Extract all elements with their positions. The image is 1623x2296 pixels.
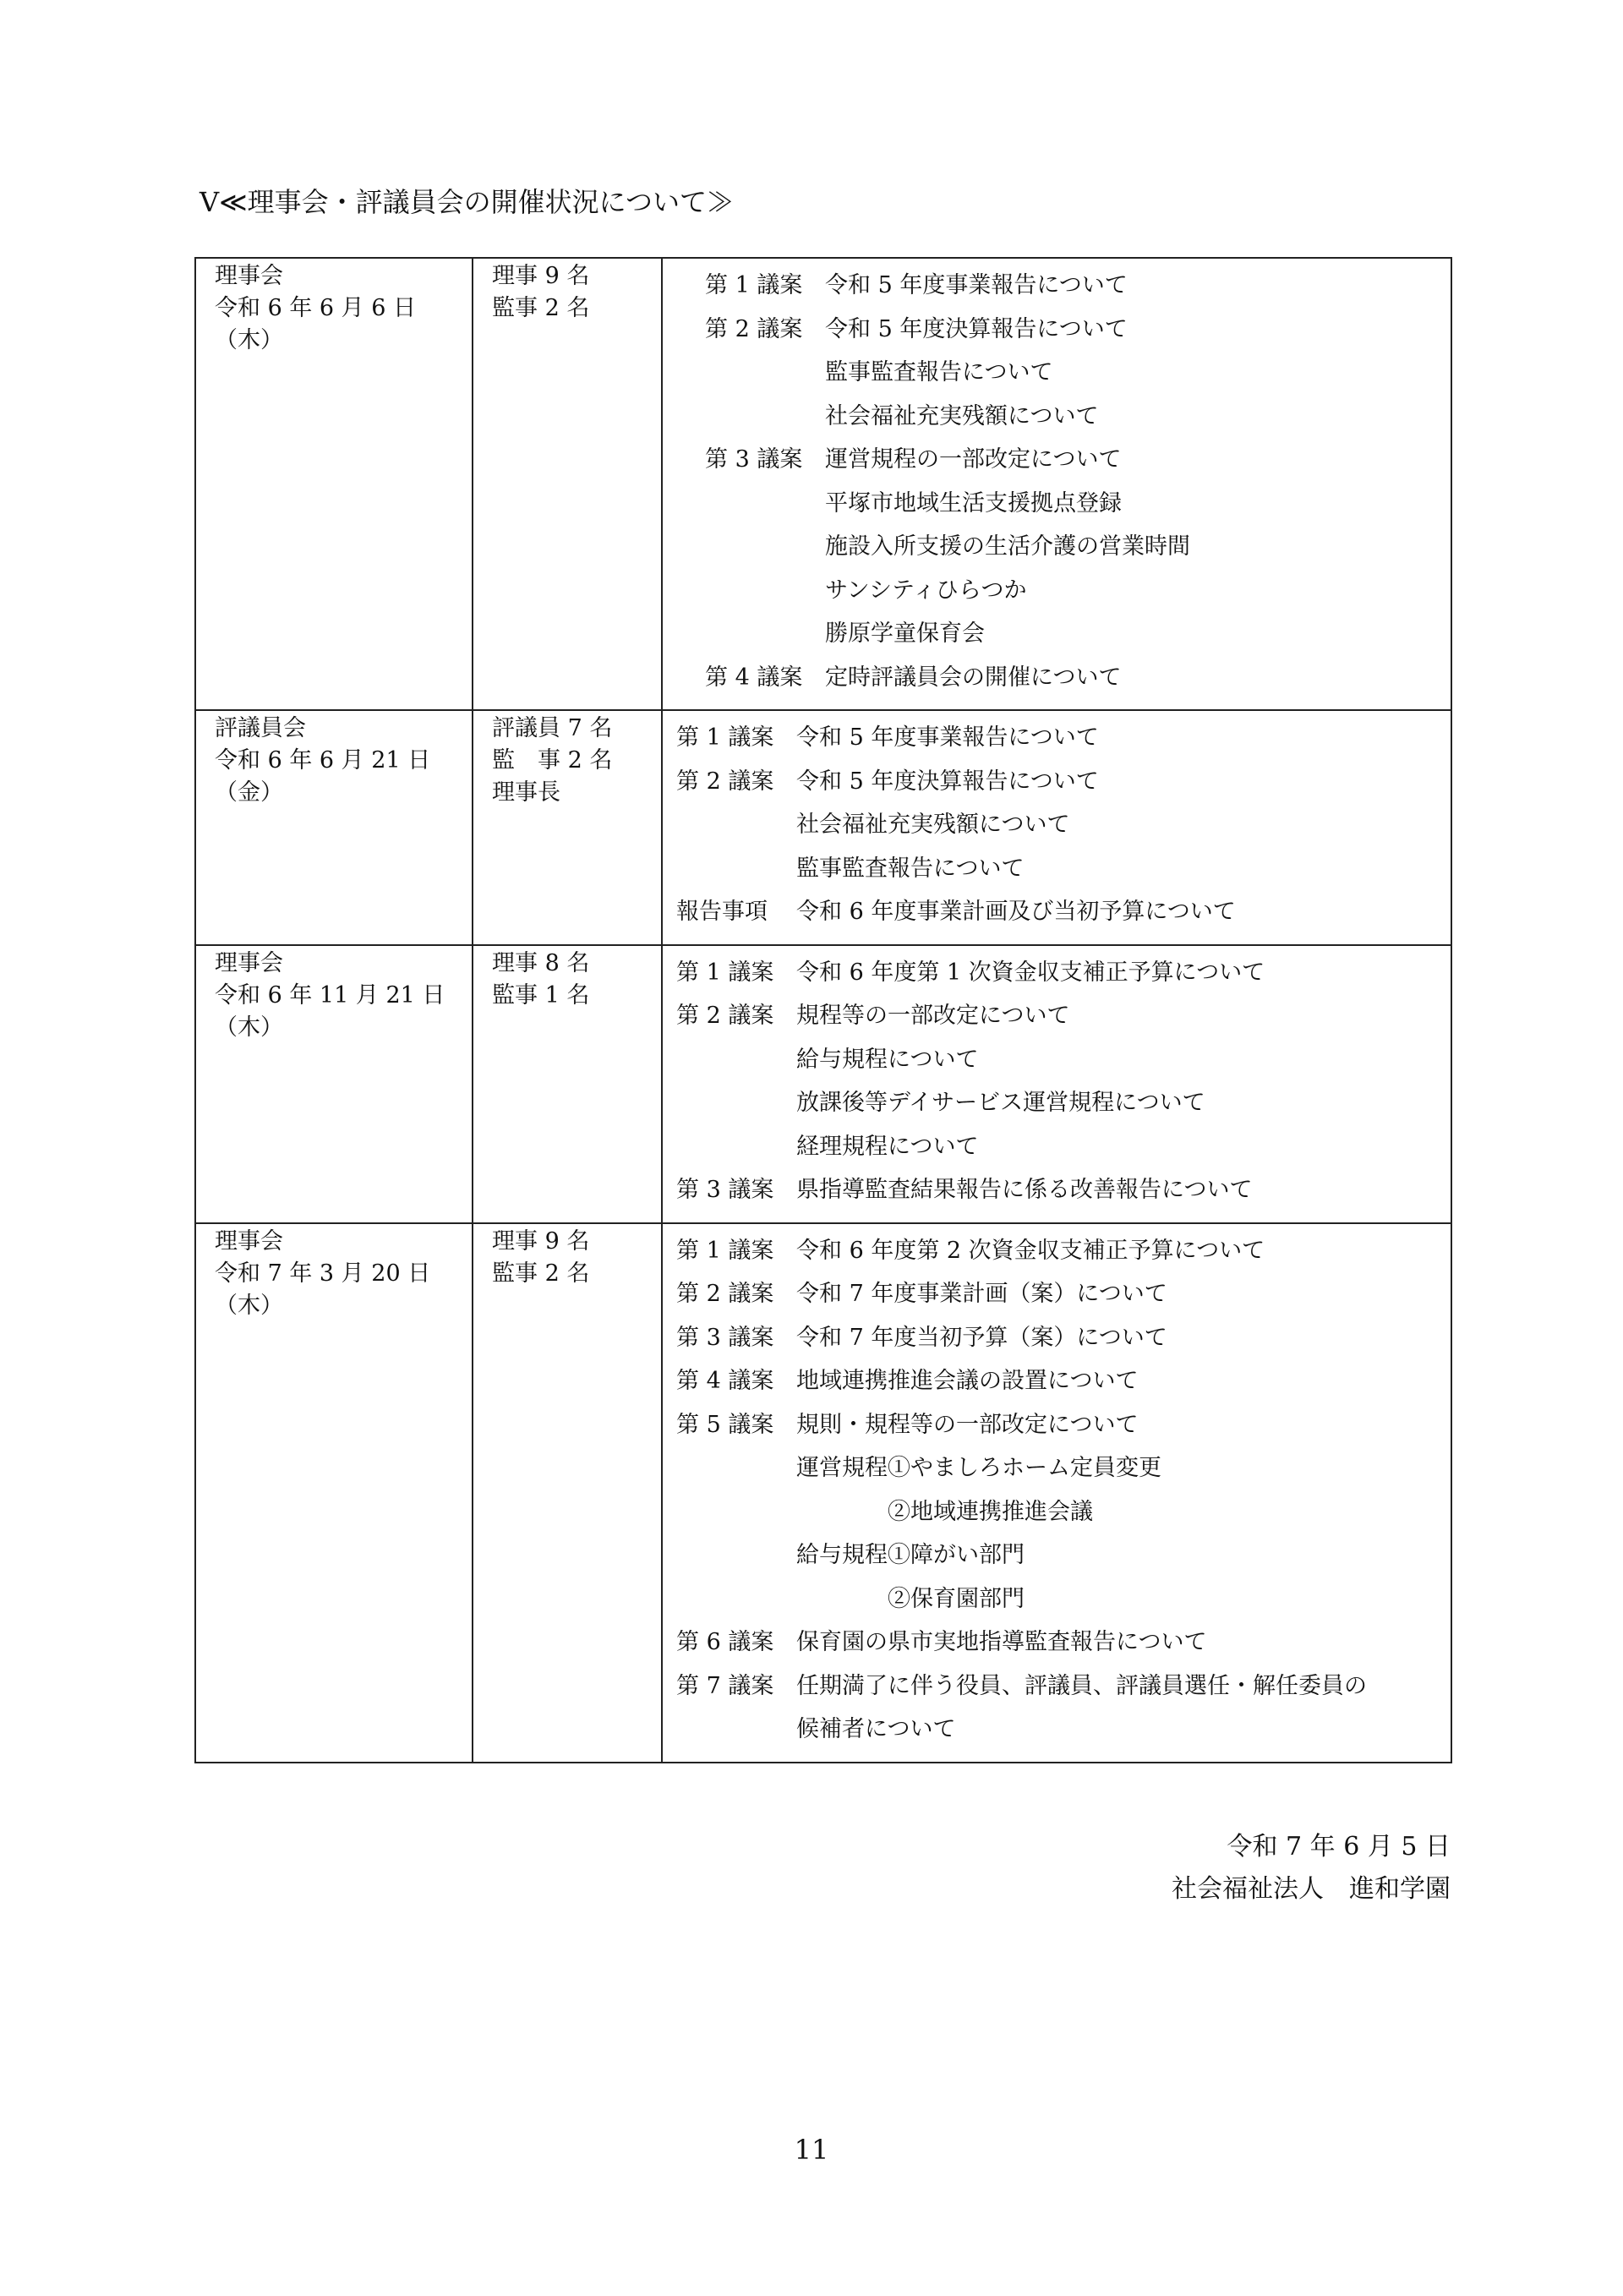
agenda-label — [676, 1490, 796, 1534]
agenda-label: 第 4 議案 — [705, 664, 803, 691]
meeting-attendees-cell — [473, 1223, 662, 1763]
agenda-item — [676, 1533, 1451, 1577]
meeting-date-cell — [195, 1223, 473, 1763]
meeting-weekday: （木） — [215, 327, 283, 353]
attendee: 評議員 7 名 — [492, 715, 613, 741]
agenda-text: 監事監査報告について — [796, 855, 1025, 882]
agenda-label: 第 1 議案 — [676, 1237, 774, 1264]
agenda-item — [676, 847, 1451, 891]
agenda-text: 施設入所支援の生活介護の営業時間 — [825, 533, 1190, 560]
agenda-item — [705, 656, 1451, 700]
agenda-item — [676, 1229, 1451, 1273]
agenda-item — [676, 1168, 1451, 1212]
meeting-date-cell — [195, 258, 473, 710]
agenda-text: 令和 6 年度第 2 次資金収支補正予算について — [796, 1237, 1265, 1264]
agenda-item — [676, 1272, 1451, 1316]
agenda-text: 令和 6 年度事業計画及び当初予算について — [796, 899, 1236, 925]
agenda-label: 報告事項 — [676, 899, 768, 925]
agenda-item — [676, 1403, 1451, 1447]
agenda-item — [676, 1081, 1451, 1125]
agenda-label — [676, 1125, 796, 1169]
agenda-text: 令和 7 年度当初予算（案）について — [796, 1324, 1167, 1351]
agenda-label: 第 5 議案 — [676, 1411, 774, 1438]
agenda-text: サンシティひらつか — [825, 577, 1027, 604]
agenda-label — [676, 1708, 796, 1752]
meeting-agenda-cell — [662, 710, 1451, 945]
agenda-label: 第 1 議案 — [676, 724, 774, 751]
agenda-item — [705, 525, 1451, 569]
agenda-label: 第 3 議案 — [676, 1324, 774, 1351]
meeting-date: 令和 6 年 6 月 21 日 — [215, 747, 431, 774]
agenda-item — [676, 890, 1451, 934]
agenda-item — [705, 569, 1451, 613]
meeting-type: 理事会 — [215, 949, 283, 976]
agenda-label: 第 3 議案 — [705, 446, 803, 473]
agenda-item — [705, 395, 1451, 439]
agenda-item — [676, 1038, 1451, 1082]
attendee: 監事 2 名 — [492, 1260, 590, 1287]
agenda-text: 令和 6 年度第 1 次資金収支補正予算について — [796, 959, 1265, 986]
attendee: 理事 8 名 — [492, 949, 590, 976]
agenda-text: 運営規程の一部改定について — [825, 446, 1122, 473]
agenda-item — [705, 612, 1451, 656]
meeting-agenda-cell — [662, 258, 1451, 710]
attendee: 理事長 — [492, 779, 560, 806]
agenda-item — [676, 1125, 1451, 1169]
agenda-text: 社会福祉充実残額について — [796, 812, 1070, 838]
agenda-text: 令和 5 年度事業報告について — [825, 272, 1128, 298]
meeting-row — [195, 710, 1451, 945]
meeting-attendees-cell — [473, 710, 662, 945]
agenda-text: 社会福祉充実残額について — [825, 402, 1099, 429]
agenda-text: 任期満了に伴う役員、評議員、評議員選任・解任委員の — [796, 1672, 1367, 1699]
agenda-text: 監事監査報告について — [825, 359, 1053, 385]
attendee: 監事 2 名 — [492, 295, 590, 321]
agenda-item — [676, 1621, 1451, 1665]
agenda-item — [705, 264, 1451, 308]
signature-block — [1172, 1826, 1451, 1911]
agenda-text: 給与規程について — [796, 1046, 979, 1073]
agenda-label — [676, 1081, 796, 1125]
meeting-weekday: （木） — [215, 1014, 283, 1041]
agenda-text: 勝原学童保育会 — [825, 620, 985, 647]
meeting-attendees-cell — [473, 945, 662, 1223]
page-heading: V≪理事会・評議員会の開催状況について≫ — [199, 186, 734, 218]
agenda-label: 第 6 議案 — [676, 1629, 774, 1655]
agenda-label — [705, 482, 825, 526]
agenda-label — [676, 803, 796, 847]
agenda-item — [676, 803, 1451, 847]
meeting-agenda-cell — [662, 1223, 1451, 1763]
agenda-item — [705, 308, 1451, 352]
agenda-label — [705, 612, 825, 656]
agenda-text: 県指導監査結果報告に係る改善報告について — [796, 1177, 1253, 1203]
meeting-date: 令和 6 年 11 月 21 日 — [215, 981, 445, 1009]
agenda-item — [676, 951, 1451, 995]
meetings-table — [194, 257, 1452, 1763]
agenda-text: 令和 5 年度決算報告について — [825, 315, 1128, 342]
attendee: 理事 9 名 — [492, 1227, 590, 1255]
agenda-item — [676, 1490, 1451, 1534]
agenda-text: 放課後等デイサービス運営規程について — [796, 1090, 1205, 1116]
agenda-label — [676, 1446, 796, 1490]
agenda-item — [705, 351, 1451, 395]
agenda-text: 経理規程について — [796, 1133, 979, 1160]
agenda-item — [676, 1665, 1451, 1708]
meeting-date-cell — [195, 945, 473, 1223]
meeting-type: 評議員会 — [215, 715, 306, 741]
agenda-text: 保育園の県市実地指導監査報告について — [796, 1629, 1207, 1655]
agenda-label — [676, 1577, 796, 1621]
agenda-text: 運営規程①やましろホーム定員変更 — [796, 1455, 1161, 1481]
meeting-type: 理事会 — [215, 263, 283, 289]
meeting-row — [195, 945, 1451, 1223]
organization-name: 社会福祉法人 進和学園 — [1172, 1874, 1451, 1904]
agenda-item — [676, 1577, 1451, 1621]
agenda-text: 規則・規程等の一部改定について — [796, 1411, 1139, 1438]
agenda-item — [676, 1359, 1451, 1403]
issue-date: 令和 7 年 6 月 5 日 — [1227, 1832, 1451, 1861]
agenda-label — [705, 569, 825, 613]
agenda-label: 第 7 議案 — [676, 1672, 774, 1699]
meeting-row — [195, 258, 1451, 710]
attendee: 理事 9 名 — [492, 263, 590, 289]
agenda-item — [705, 482, 1451, 526]
agenda-text: 給与規程①障がい部門 — [796, 1542, 1025, 1568]
meeting-date: 令和 7 年 3 月 20 日 — [215, 1260, 431, 1287]
agenda-text: ②保育園部門 — [796, 1585, 1025, 1612]
meeting-date: 令和 6 年 6 月 6 日 — [215, 295, 417, 321]
agenda-label: 第 2 議案 — [676, 1281, 774, 1307]
agenda-text: 平塚市地域生活支援拠点登録 — [825, 489, 1122, 517]
agenda-item — [705, 438, 1451, 482]
agenda-text: 令和 5 年度事業報告について — [796, 724, 1099, 751]
agenda-item — [676, 760, 1451, 804]
agenda-label — [705, 395, 825, 439]
agenda-label — [676, 1533, 796, 1577]
agenda-label: 第 2 議案 — [676, 768, 774, 795]
agenda-label: 第 2 議案 — [705, 315, 803, 342]
meeting-weekday: （木） — [215, 1292, 283, 1319]
agenda-label: 第 1 議案 — [705, 272, 803, 298]
meeting-weekday: （金） — [215, 779, 283, 806]
agenda-label: 第 1 議案 — [676, 959, 774, 986]
agenda-text: 地域連携推進会議の設置について — [796, 1368, 1139, 1394]
agenda-text: 定時評議員会の開催について — [825, 664, 1122, 691]
agenda-item — [676, 1708, 1451, 1752]
meeting-type: 理事会 — [215, 1227, 283, 1255]
meeting-date-cell — [195, 710, 473, 945]
agenda-item — [676, 994, 1451, 1038]
agenda-label: 第 3 議案 — [676, 1177, 774, 1203]
agenda-item — [676, 716, 1451, 760]
attendee: 監 事 2 名 — [492, 747, 613, 774]
agenda-text: 候補者について — [796, 1716, 956, 1742]
page-number: 11 — [794, 2134, 829, 2166]
agenda-label: 第 4 議案 — [676, 1368, 774, 1394]
meeting-attendees-cell — [473, 258, 662, 710]
meeting-row — [195, 1223, 1451, 1763]
agenda-text: 令和 5 年度決算報告について — [796, 768, 1099, 795]
agenda-label — [705, 525, 825, 569]
agenda-label — [676, 847, 796, 891]
agenda-item — [676, 1446, 1451, 1490]
meeting-agenda-cell — [662, 945, 1451, 1223]
agenda-label — [676, 1038, 796, 1082]
agenda-label — [705, 351, 825, 395]
agenda-item — [676, 1316, 1451, 1360]
agenda-text: 令和 7 年度事業計画（案）について — [796, 1281, 1167, 1307]
attendee: 監事 1 名 — [492, 981, 590, 1009]
agenda-text: ②地域連携推進会議 — [796, 1498, 1093, 1525]
agenda-text: 規程等の一部改定について — [796, 1003, 1070, 1029]
agenda-label: 第 2 議案 — [676, 1003, 774, 1029]
